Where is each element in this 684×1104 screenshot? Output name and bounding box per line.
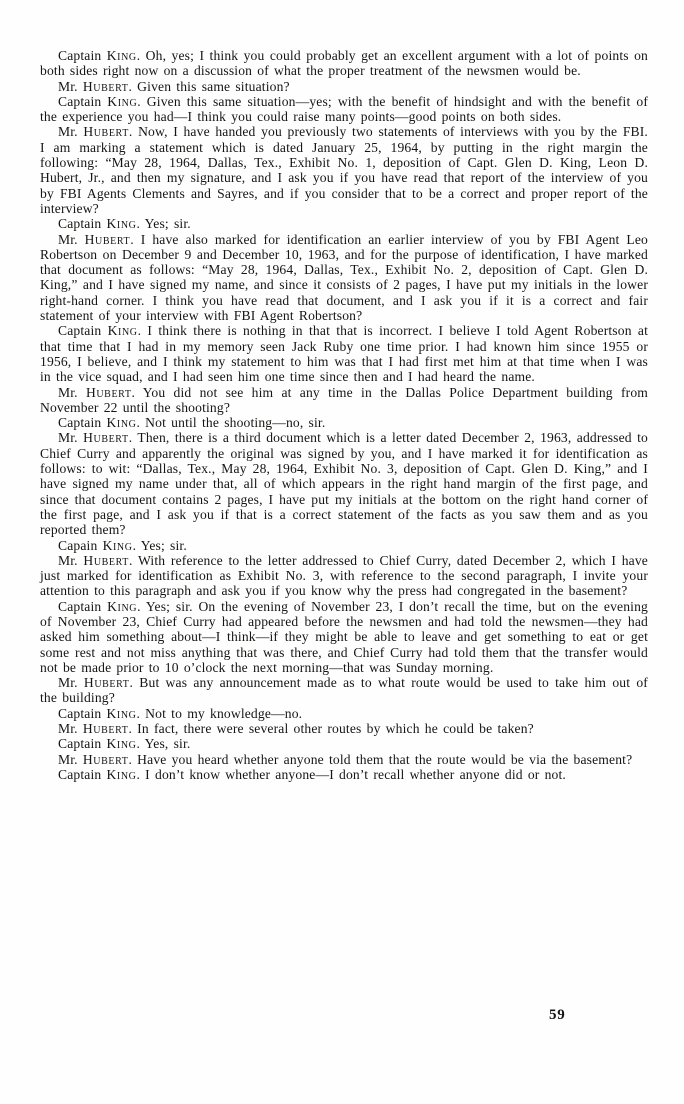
transcript-paragraph xyxy=(40,752,648,767)
speaker-prefix: Captain xyxy=(58,93,108,109)
transcript-paragraph xyxy=(40,767,648,782)
paragraph-text: . Not until the shooting—no, sir. xyxy=(136,415,326,431)
transcript-paragraph xyxy=(40,124,648,216)
speaker-prefix: Capain xyxy=(58,537,103,553)
speaker-name: King xyxy=(102,537,133,553)
paragraph-text: . Have you heard whether anyone told them that the route would be via the basement? xyxy=(128,751,633,767)
speaker-prefix: Mr. xyxy=(58,675,84,691)
transcript-paragraph xyxy=(40,385,648,416)
speaker-name: Hubert xyxy=(82,721,129,737)
paragraph-text: . Now, I have handed you previously two statements of interviews with you by the FBI. I am marking a statement which is dated January 25, 1964, by putting in the right margin the following: “May 28, 1964, Dallas, Tex., Exhibit No. 1, deposition of Capt. Glen D. King, Leon D. Hubert, Jr., and then my signature, and I ask you if you have read that report of the interview of you by FBI Agents Clements and Sayres, and if you consider that to be a correct and proper report of the interview? xyxy=(40,124,648,216)
transcript-paragraph xyxy=(40,323,648,384)
paragraph-text: . You did not see him at any time in the Dallas Police Department building from November 22 until the shooting? xyxy=(40,384,648,415)
speaker-prefix: Captain xyxy=(58,705,107,721)
speaker-prefix: Captain xyxy=(58,766,107,782)
transcript-paragraph xyxy=(40,232,648,324)
speaker-name: Hubert xyxy=(84,231,131,247)
speaker-name: Hubert xyxy=(83,552,130,568)
speaker-prefix: Mr. xyxy=(58,384,86,400)
paragraph-text: . But was any announcement made as to what route would be used to take him out of the building? xyxy=(40,675,648,706)
speaker-prefix: Mr. xyxy=(58,430,84,446)
speaker-name: King xyxy=(106,766,137,782)
paragraph-text: . I don’t know whether anyone—I don’t recall whether anyone did or not. xyxy=(136,766,566,782)
transcript-paragraph xyxy=(40,736,648,751)
speaker-name: King xyxy=(106,216,137,232)
page-number: 59 xyxy=(549,1007,566,1023)
speaker-name: King xyxy=(106,736,137,752)
paragraph-text: . I think there is nothing in that that is incorrect. I believe I told Agent Robertson at that time that I had in my memory seen Jack Ruby one time prior. I had known him since 1955 or 1956, I believe, and I think my statement to him was that I had first met him at that time when I was in the vice squad, and I had seen him one time since then and I had heard the name. xyxy=(40,323,649,385)
speaker-prefix: Captain xyxy=(58,323,108,339)
paragraph-text: . Yes; sir. xyxy=(132,537,187,553)
paragraph-text: . With reference to the letter addressed to Chief Curry, dated December 2, which I have just marked for identification as Exhibit No. 3, with reference to the second paragraph, I invite your attention to this paragraph and ask you if you know why the press had congregated in the basement? xyxy=(40,552,648,599)
speaker-name: King xyxy=(106,48,137,63)
transcript-paragraph xyxy=(40,675,648,706)
speaker-prefix: Mr. xyxy=(58,552,84,568)
transcript-paragraph xyxy=(40,216,648,231)
transcript-paragraph xyxy=(40,48,648,79)
paragraph-text: . I have also marked for identification an earlier interview of you by FBI Agent Leo Robertson on December 9 and December 10, 1963, and for the purpose of identification, I have marked that document as follows: “May 28, 1964, Dallas, Tex., Exhibit No. 2, deposition of Capt. Glen D. King,” and I have signed my name, and since it consists of 2 pages, I have put my initials in the lower right-hand corner. I think you have read that document, and I ask you if it is a correct and fair statement of your interview with FBI Agent Robertson? xyxy=(40,231,648,324)
transcript-paragraph xyxy=(40,415,648,430)
speaker-name: Hubert xyxy=(82,751,129,767)
speaker-name: King xyxy=(107,323,138,339)
speaker-prefix: Captain xyxy=(58,415,107,431)
speaker-name: King xyxy=(106,415,137,431)
paragraph-text: . Not to my knowledge—no. xyxy=(136,705,303,721)
speaker-name: King xyxy=(107,93,138,109)
transcript-paragraph xyxy=(40,553,648,599)
paragraph-text: . Yes, sir. xyxy=(136,736,191,752)
transcript-paragraph xyxy=(40,79,648,94)
transcript-body xyxy=(40,48,648,782)
transcript-paragraph xyxy=(40,721,648,736)
paragraph-text: . Yes; sir. xyxy=(136,216,191,232)
paragraph-text: . Oh, yes; I think you could probably get an excellent argument with a lot of points on both sides right now on a discussion of what the proper treatment of the newsmen would be. xyxy=(40,48,648,79)
speaker-prefix: Captain xyxy=(58,736,107,752)
transcript-paragraph xyxy=(40,706,648,721)
speaker-name: Hubert xyxy=(83,124,129,140)
speaker-prefix: Mr. xyxy=(58,751,83,767)
speaker-name: King xyxy=(106,705,137,721)
speaker-name: Hubert xyxy=(83,430,129,446)
speaker-prefix: Mr. xyxy=(58,721,83,737)
paragraph-text: . In fact, there were several other routes by which he could be taken? xyxy=(128,721,534,737)
paragraph-text: . Yes; sir. On the evening of November 23, I don’t recall the time, but on the evening of November 23, Chief Curry had appeared before the newsmen and had told the newsmen—they had asked him something about—I think—if they might be able to leave and get something to eat or get some rest and not miss anything that was there, and Chief Curry had told them that the transfer would not be made prior to 10 o’clock the next morning—that was Sunday morning. xyxy=(40,598,649,675)
speaker-prefix: Mr. xyxy=(58,78,83,94)
transcript-paragraph xyxy=(40,430,648,537)
speaker-name: Hubert xyxy=(83,675,130,691)
speaker-prefix: Captain xyxy=(58,48,107,63)
transcript-paragraph xyxy=(40,94,648,125)
speaker-prefix: Mr. xyxy=(58,124,84,140)
speaker-prefix: Captain xyxy=(58,598,108,614)
transcript-paragraph xyxy=(40,538,648,553)
speaker-prefix: Captain xyxy=(58,216,107,232)
speaker-prefix: Mr. xyxy=(58,231,85,247)
paragraph-text: . Given this same situation? xyxy=(128,78,290,94)
speaker-name: King xyxy=(107,598,138,614)
speaker-name: Hubert xyxy=(82,78,129,94)
speaker-name: Hubert xyxy=(85,384,132,400)
paragraph-text: . Given this same situation—yes; with the benefit of hindsight and with the benefit of the experience you had—I think you could raise many points—good points on both sides. xyxy=(40,93,648,125)
paragraph-text: . Then, there is a third document which is a letter dated December 2, 1963, addressed to Chief Curry and apparently the original was signed by you, and I have marked it for identification as follows: to wit: “Dallas, Tex., May 28, 1964, Exhibit No. 3, deposition of Capt. Glen D. King,” and I have signed my name under that, all of which appears in the right hand margin of the first page, and since that document contains 2 pages, I have put my initials at the bottom on the right hand corner of the first page, and I ask you if that is a correct statement of the facts as you saw them and as you reported them? xyxy=(40,430,648,538)
transcript-paragraph xyxy=(40,599,648,675)
